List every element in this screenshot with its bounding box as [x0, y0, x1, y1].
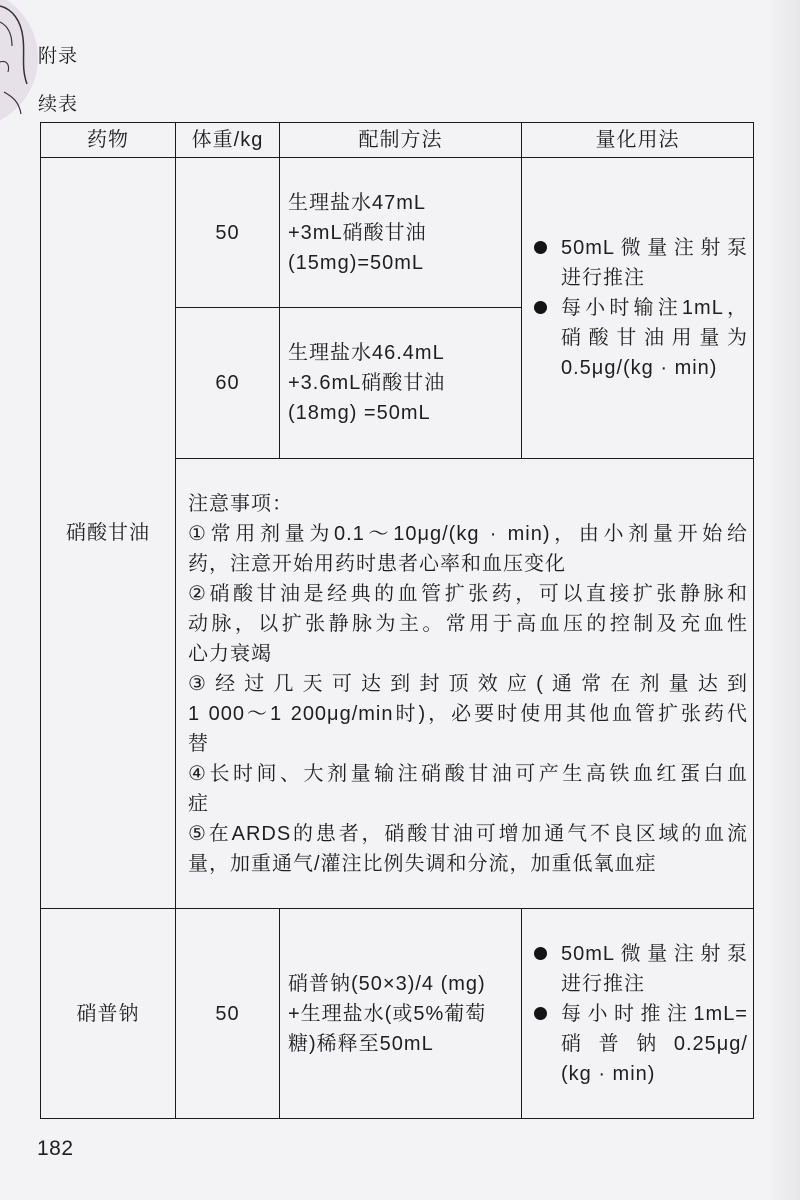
bullet-icon: [534, 947, 547, 960]
drug-name: 硝酸甘油: [66, 522, 150, 544]
bullet-icon: [534, 1007, 547, 1020]
prep-line: +3.6mL硝酸甘油: [288, 372, 446, 394]
table-header-row: [41, 123, 754, 158]
note-paragraph: [188, 819, 748, 879]
notes-heading: 注意事项：: [188, 492, 293, 515]
usage-line: 每小时推注1mL=: [561, 1002, 748, 1025]
table-row: [41, 909, 754, 1119]
usage-line: 硝酸甘油用量为: [561, 327, 748, 349]
usage-item: [534, 999, 748, 1089]
usage-line: 50mL微量注射泵: [561, 942, 748, 965]
prep-line: +3mL硝酸甘油: [288, 221, 427, 244]
usage-line: 每小时输注1mL，: [561, 297, 748, 319]
usage-line: 进行推注: [561, 972, 645, 995]
usage-line: 硝普钠0.25μg/: [561, 1032, 748, 1055]
note-line: 动脉，以扩张静脉为主。常用于高血压的控制及充血性: [188, 612, 748, 635]
header-usage: 量化用法: [522, 123, 754, 158]
usage-line: (kg · min): [561, 1062, 656, 1085]
preparation-cell: [280, 308, 522, 459]
note-line: 替: [188, 732, 209, 755]
usage-list: [534, 939, 748, 1089]
note-paragraph: [188, 519, 748, 579]
usage-item: [534, 233, 748, 293]
header-weight: 体重/kg: [176, 123, 280, 158]
note-line: ⑤在ARDS的患者，硝酸甘油可增加通气不良区域的血流: [188, 822, 748, 845]
usage-list: [534, 233, 748, 383]
weight-cell: [176, 909, 280, 1119]
weight-cell: [176, 158, 280, 308]
preparation-cell: [280, 909, 522, 1119]
note-line: ①常用剂量为0.1～10μg/(kg · min)，由小剂量开始给: [188, 522, 748, 545]
note-paragraph: [188, 759, 748, 819]
chapter-illustration: [0, 0, 40, 120]
prep-line: (18mg) =50mL: [288, 402, 431, 424]
prep-line: 生理盐水47mL: [288, 191, 427, 214]
scan-edge-shadow: [766, 0, 800, 1200]
usage-cell: [522, 158, 754, 459]
note-line: ④长时间、大剂量输注硝酸甘油可产生高铁血红蛋白血: [188, 762, 748, 785]
note-line: ②硝酸甘油是经典的血管扩张药，可以直接扩张静脉和: [188, 582, 748, 605]
table-continued-caption: 续表: [38, 94, 79, 115]
usage-cell: [522, 909, 754, 1119]
prep-line: 生理盐水46.4mL: [288, 342, 445, 364]
page-number: 182: [37, 1137, 74, 1160]
prep-line: 硝普钠(50×3)/4 (mg): [288, 972, 486, 995]
preparation-cell: [280, 158, 522, 308]
drug-name-cell: [41, 158, 176, 909]
usage-line: 0.5μg/(kg · min): [561, 357, 718, 379]
note-line: 量，加重通气/灌注比例失调和分流，加重低氧血症: [188, 852, 657, 875]
header-drug: 药物: [41, 123, 176, 158]
usage-item: [534, 939, 748, 999]
weight-value: 60: [215, 372, 240, 394]
usage-item: [534, 293, 748, 383]
note-line: 药，注意开始用药时患者心率和血压变化: [188, 552, 566, 575]
note-paragraph: [188, 579, 748, 669]
bullet-icon: [534, 301, 547, 314]
prep-line: +生理盐水(或5%葡萄: [288, 1002, 487, 1025]
note-paragraph: [188, 669, 748, 759]
usage-line: 50mL微量注射泵: [561, 237, 748, 259]
usage-line: 进行推注: [561, 267, 645, 289]
weight-value: 50: [215, 221, 240, 244]
prep-line: (15mg)=50mL: [288, 251, 425, 274]
note-line: ③经过几天可达到封顶效应(通常在剂量达到: [188, 672, 748, 695]
note-line: 症: [188, 792, 209, 815]
prep-line: 糖)稀释至50mL: [288, 1032, 434, 1055]
header-preparation: 配制方法: [280, 123, 522, 158]
drug-name-cell: [41, 909, 176, 1119]
table-row: [41, 158, 754, 308]
drug-name: 硝普钠: [76, 1002, 140, 1025]
bullet-icon: [534, 241, 547, 254]
appendix-label: 附录: [38, 46, 79, 67]
weight-cell: [176, 308, 280, 459]
notes-cell: [176, 459, 754, 909]
note-line: 心力衰竭: [188, 642, 272, 665]
dosage-table: [40, 122, 754, 1119]
weight-value: 50: [215, 1002, 240, 1025]
note-line: 1 000～1 200μg/min时)，必要时使用其他血管扩张药代: [188, 702, 748, 725]
